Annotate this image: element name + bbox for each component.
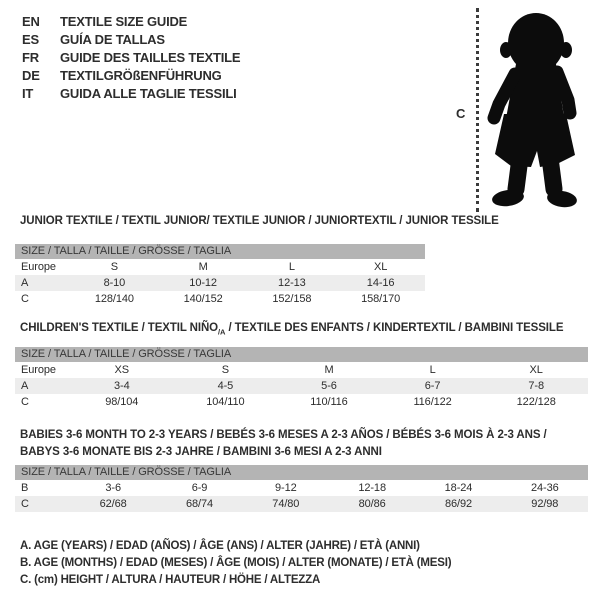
- cell: 116/122: [413, 396, 452, 409]
- cell: 110/116: [310, 396, 348, 409]
- table-row-age: [15, 275, 425, 291]
- title-line-1: BABIES 3-6 MONTH TO 2-3 YEARS / BEBÉS 3-6 MESES A 2-3 AÑOS / BÉBÉS 3-6 MOIS À 2-3 ANS /: [20, 429, 547, 441]
- lang-row-fr: [22, 49, 240, 67]
- height-marker-label: C: [456, 106, 466, 121]
- lang-title: GUIDA ALLE TAGLIE TESSILI: [60, 86, 237, 101]
- cell: 3-4: [113, 380, 130, 393]
- cell: L: [429, 364, 436, 377]
- cell: 5-6: [321, 380, 337, 393]
- size-header-row: [15, 244, 425, 259]
- lang-row-de: [22, 67, 240, 85]
- height-dotted-line: [476, 8, 479, 212]
- junior-table-section: [15, 214, 499, 307]
- cell: S: [110, 261, 118, 273]
- lang-code: FR: [22, 50, 39, 65]
- cell: S: [221, 364, 230, 377]
- cell: 74/80: [272, 498, 300, 510]
- cell: 86/92: [444, 498, 472, 510]
- row-label: C: [21, 498, 29, 510]
- cell: 92/98: [531, 498, 559, 510]
- lang-code: ES: [22, 32, 39, 47]
- cell: 140/152: [183, 293, 223, 305]
- cell: 6-9: [191, 482, 208, 494]
- lang-title: TEXTILE SIZE GUIDE: [60, 14, 188, 29]
- legend-line-c: C. (cm) HEIGHT / ALTURA / HAUTEUR / HÖHE / ALTEZZA: [20, 574, 321, 586]
- title-subscript: /A: [218, 327, 226, 337]
- cell: 6-7: [424, 380, 441, 393]
- table-row-age: [15, 378, 588, 394]
- baby-silhouette: [484, 8, 586, 210]
- legend-line-a: A. AGE (YEARS) / EDAD (AÑOS) / ÂGE (ANS) / ALTER (JAHRE) / ETÀ (ANNI): [20, 540, 420, 552]
- lang-row-it: [22, 85, 240, 103]
- row-label: C: [21, 396, 29, 409]
- size-header-row: [15, 465, 588, 480]
- row-label: Europe: [21, 364, 56, 377]
- cell: 158/170: [361, 293, 401, 305]
- cell: M: [324, 364, 334, 377]
- row-label: C: [21, 293, 29, 305]
- babies-table-title: [15, 427, 588, 461]
- cell: 152/158: [272, 293, 312, 305]
- title-text: CHILDREN'S TEXTILE / TEXTIL NIÑO: [20, 322, 219, 334]
- cell: 18-24: [444, 482, 473, 494]
- junior-table-title: JUNIOR TEXTILE / TEXTIL JUNIOR/ TEXTILE JUNIOR / JUNIORTEXTIL / JUNIOR TESSILE: [20, 215, 499, 227]
- table-row-height: [15, 291, 425, 307]
- title-line-2: BABYS 3-6 MONATE BIS 2-3 JAHRE / BAMBINI 3-6 MESI A 2-3 ANNI: [20, 446, 382, 458]
- cell: M: [198, 261, 208, 273]
- row-label: Europe: [21, 261, 56, 273]
- lang-title: GUÍA DE TALLAS: [60, 32, 165, 47]
- row-label: A: [21, 380, 29, 393]
- cell: XL: [529, 364, 543, 377]
- size-header: SIZE / TALLA / TAILLE / GRÖSSE / TAGLIA: [15, 465, 588, 480]
- cell: 104/110: [206, 396, 245, 409]
- cell: 12-13: [278, 277, 306, 289]
- cell: 7-8: [528, 380, 544, 393]
- lang-row-en: [22, 13, 240, 31]
- title-text: / TEXTILE DES ENFANTS / KINDERTEXTIL / BAMBINI TESSILE: [225, 322, 564, 334]
- cell: L: [288, 261, 295, 273]
- measurement-legend: [20, 538, 451, 589]
- table-row-europe: [15, 362, 588, 378]
- children-size-table: [15, 347, 588, 410]
- cell: 80/86: [358, 498, 386, 510]
- children-table-section: [15, 321, 588, 410]
- cell: XS: [114, 364, 130, 377]
- table-row-months: [15, 480, 588, 496]
- table-row-height: [15, 394, 588, 410]
- cell: 68/74: [185, 498, 213, 510]
- cell: 24-36: [531, 482, 559, 494]
- cell: 122/128: [516, 396, 556, 409]
- row-label: A: [21, 277, 29, 289]
- cell: 4-5: [217, 380, 234, 393]
- size-header-row: [15, 347, 588, 362]
- lang-code: DE: [22, 68, 40, 83]
- language-header: [22, 13, 240, 103]
- table-row-height: [15, 496, 588, 512]
- lang-title: TEXTILGRÖßENFÜHRUNG: [60, 68, 222, 83]
- size-header: SIZE / TALLA / TAILLE / GRÖSSE / TAGLIA: [15, 244, 425, 259]
- legend-line-b: B. AGE (MONTHS) / EDAD (MESES) / ÂGE (MOIS) / ALTER (MONATE) / ETÀ (MESI): [20, 557, 452, 569]
- cell: 9-12: [275, 482, 297, 494]
- cell: 128/140: [94, 293, 134, 305]
- junior-size-table: [15, 244, 425, 307]
- baby-figure: [450, 6, 598, 216]
- row-label: B: [21, 482, 29, 494]
- cell: 10-12: [189, 277, 217, 289]
- cell: 14-16: [366, 277, 395, 289]
- cell: 62/68: [99, 498, 127, 510]
- cell: XL: [373, 261, 388, 273]
- cell: 12-18: [358, 482, 386, 494]
- lang-code: EN: [22, 14, 40, 29]
- table-row-europe: [15, 259, 425, 275]
- cell: 8-10: [103, 277, 126, 289]
- size-header: SIZE / TALLA / TAILLE / GRÖSSE / TAGLIA: [15, 347, 588, 362]
- babies-table-section: [15, 427, 588, 512]
- lang-row-es: [22, 31, 240, 49]
- cell: 98/104: [105, 396, 139, 409]
- lang-code: IT: [22, 86, 34, 101]
- babies-size-table: [15, 465, 588, 512]
- lang-title: GUIDE DES TAILLES TEXTILE: [60, 50, 241, 65]
- cell: 3-6: [105, 482, 121, 494]
- children-table-title: [15, 321, 588, 339]
